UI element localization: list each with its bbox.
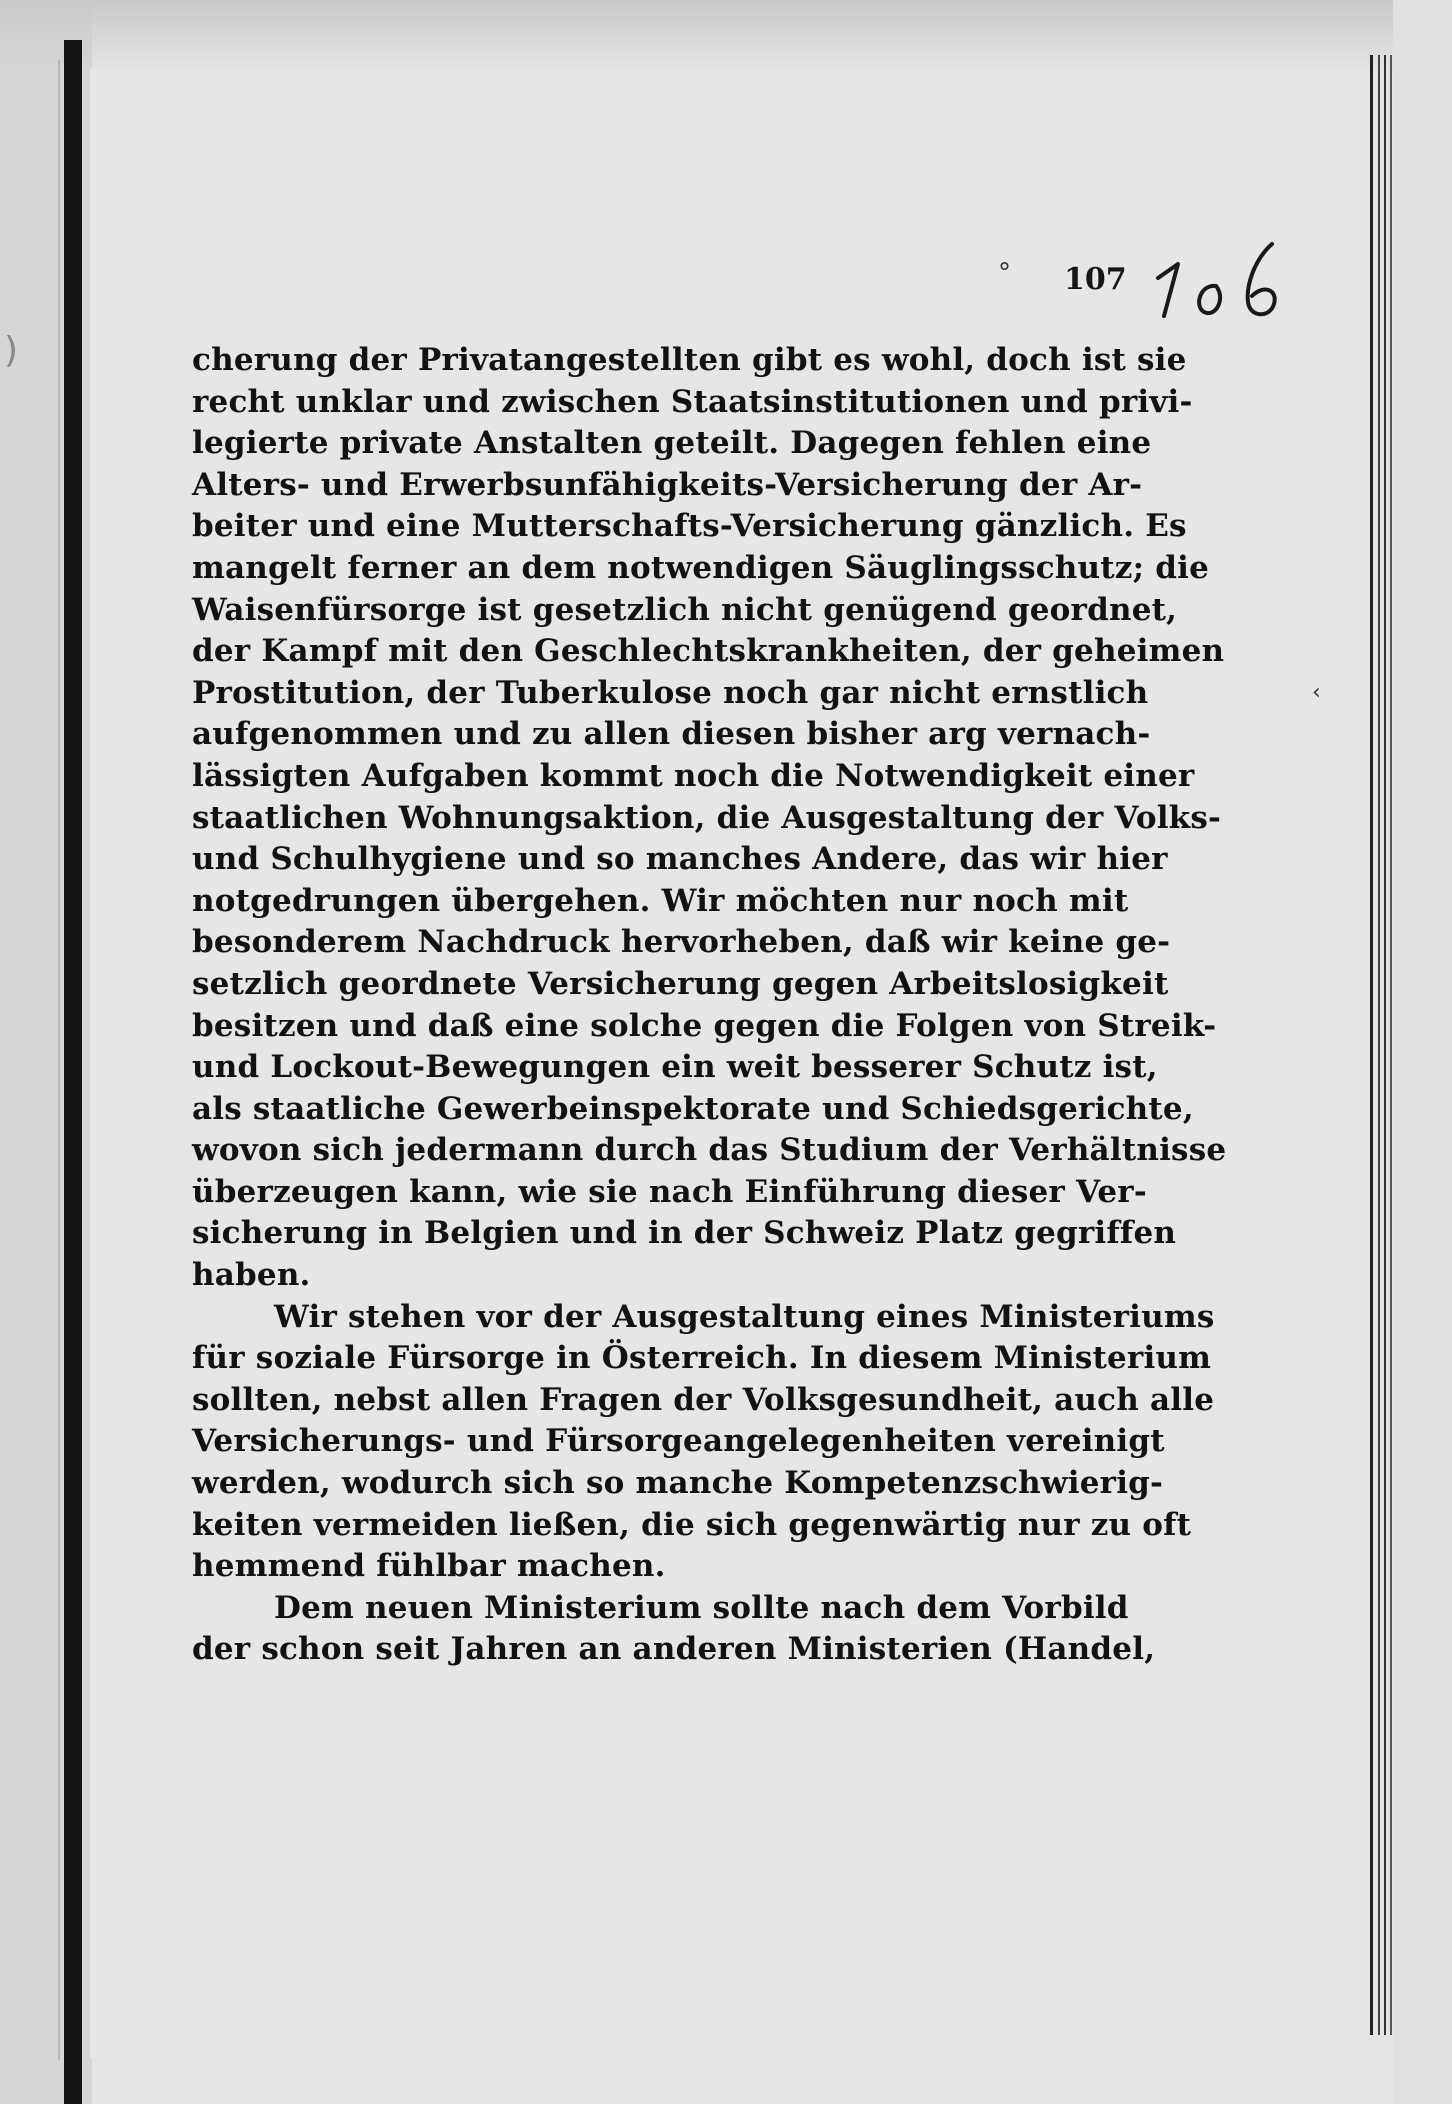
page-edge-line <box>1384 55 1386 2035</box>
top-shadow <box>0 0 1452 70</box>
text-line: für soziale Fürsorge in Österreich. In diesem Ministerium <box>192 1340 1212 1377</box>
text-line: notgedrungen übergehen. Wir möchten nur noch mit <box>192 882 1129 919</box>
text-line: Wir stehen vor der Ausgestaltung eines Ministeriums <box>274 1298 1215 1335</box>
text-line: legierte private Anstalten geteilt. Dagegen fehlen eine <box>192 425 1152 462</box>
text-line: Prostitution, der Tuberkulose noch gar nicht ernstlich <box>192 674 1149 711</box>
text-line: und Lockout-Bewegungen ein weit besserer Schutz ist, <box>192 1049 1158 1086</box>
text-line: mangelt ferner an dem notwendigen Säuglingsschutz; die <box>192 549 1210 586</box>
text-line: und Schulhygiene und so manches Andere, das wir hier <box>192 841 1168 878</box>
handwritten-page-number <box>1150 226 1300 326</box>
text-line: beiter und eine Mutterschafts-Versicherung gänzlich. Es <box>192 508 1187 545</box>
text-line: werden, wodurch sich so manche Kompetenzschwierig- <box>192 1465 1164 1502</box>
text-line: Versicherungs- und Fürsorgeangelegenheiten vereinigt <box>192 1423 1165 1460</box>
text-line: wovon sich jedermann durch das Studium der Verhältnisse <box>192 1132 1227 1169</box>
text-line: sicherung in Belgien und in der Schweiz Platz gegriffen <box>192 1215 1177 1252</box>
text-line: setzlich geordnete Versicherung gegen Arbeitslosigkeit <box>192 965 1169 1002</box>
page-edge-line <box>1370 55 1373 2035</box>
text-line: Dem neuen Ministerium sollte nach dem Vorbild <box>274 1589 1129 1626</box>
right-margin <box>1393 0 1452 2104</box>
previous-page-rule <box>58 60 60 2060</box>
text-line: der schon seit Jahren an anderen Ministerien (Handel, <box>192 1631 1156 1668</box>
stray-mark: ) <box>4 330 19 371</box>
text-line: keiten vermeiden ließen, die sich gegenwärtig nur zu oft <box>192 1506 1192 1543</box>
text-line: besonderem Nachdruck hervorheben, daß wir keine ge- <box>192 924 1171 961</box>
text-line: recht unklar und zwischen Staatsinstitutionen und privi- <box>192 383 1193 420</box>
text-line: der Kampf mit den Geschlechtskrankheiten, der geheimen <box>192 633 1225 670</box>
text-line: lässigten Aufgaben kommt noch die Notwendigkeit einer <box>192 757 1195 794</box>
book-binding <box>64 40 82 2104</box>
text-line: aufgenommen und zu allen diesen bisher arg vernach- <box>192 716 1151 753</box>
text-line: Alters- und Erwerbsunfähigkeits-Versicherung der Ar- <box>192 466 1143 503</box>
text-line: Waisenfürsorge ist gesetzlich nicht genügend geordnet, <box>192 591 1178 628</box>
text-line: sollten, nebst allen Fragen der Volksgesundheit, auch alle <box>192 1381 1215 1418</box>
text-line: hemmend fühlbar machen. <box>192 1548 666 1585</box>
text-line: staatlichen Wohnungsaktion, die Ausgestaltung der Volks- <box>192 799 1222 836</box>
text-line: als staatliche Gewerbeinspektorate und Schiedsgerichte, <box>192 1090 1194 1127</box>
body-text <box>192 340 1227 1671</box>
page-number: 107 <box>1064 262 1127 297</box>
stray-mark: ‹ <box>1312 680 1321 705</box>
text-line: cherung der Privatangestellten gibt es wohl, doch ist sie <box>192 342 1187 378</box>
stray-mark: ° <box>998 258 1011 288</box>
page-edge-line <box>1390 55 1392 2035</box>
text-line: haben. <box>192 1257 311 1294</box>
text-line: überzeugen kann, wie sie nach Einführung dieser Ver- <box>192 1173 1147 1210</box>
page-edge-line <box>1378 55 1380 2035</box>
text-line: besitzen und daß eine solche gegen die Folgen von Streik- <box>192 1007 1217 1044</box>
